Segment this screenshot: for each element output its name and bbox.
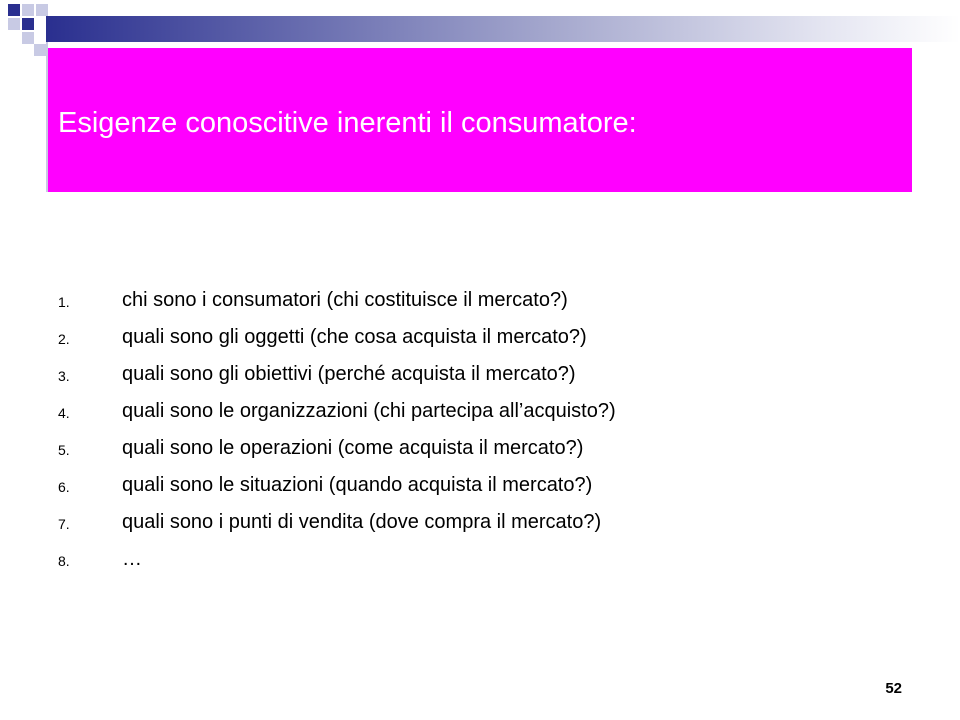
item-text: quali sono i punti di vendita (dove compra il mercato?) <box>122 511 602 533</box>
item-number: 5. <box>58 442 70 458</box>
slide-title: Esigenze conoscitive inerenti il consumatore: <box>58 107 637 139</box>
deco-square <box>22 32 34 44</box>
item-number: 3. <box>58 368 70 384</box>
item-text: … <box>122 548 142 570</box>
list-item <box>58 430 918 467</box>
page-number: 52 <box>885 680 902 697</box>
deco-square <box>8 4 20 16</box>
item-number: 1. <box>58 294 70 310</box>
item-number: 6. <box>58 479 70 495</box>
item-number: 2. <box>58 331 70 347</box>
deco-square <box>22 18 34 30</box>
item-text: quali sono gli obiettivi (perché acquista il mercato?) <box>122 363 576 385</box>
deco-square <box>34 44 46 56</box>
deco-square <box>8 18 20 30</box>
list-item <box>58 319 918 356</box>
list-item <box>58 541 918 578</box>
deco-square <box>36 4 48 16</box>
item-text: chi sono i consumatori (chi costituisce il mercato?) <box>122 289 568 311</box>
item-number: 8. <box>58 553 70 569</box>
item-text: quali sono le operazioni (come acquista il mercato?) <box>122 437 584 459</box>
header-gradient-bar <box>46 16 960 42</box>
item-number: 7. <box>58 516 70 532</box>
list-item <box>58 393 918 430</box>
item-text: quali sono gli oggetti (che cosa acquista il mercato?) <box>122 326 587 348</box>
item-text: quali sono le situazioni (quando acquista il mercato?) <box>122 474 593 496</box>
list-item <box>58 356 918 393</box>
item-text: quali sono le organizzazioni (chi partecipa all’acquisto?) <box>122 400 616 422</box>
list-item <box>58 504 918 541</box>
list-item <box>58 282 918 319</box>
item-number: 4. <box>58 405 70 421</box>
list-item <box>58 467 918 504</box>
deco-square <box>22 4 34 16</box>
question-list <box>58 282 918 578</box>
